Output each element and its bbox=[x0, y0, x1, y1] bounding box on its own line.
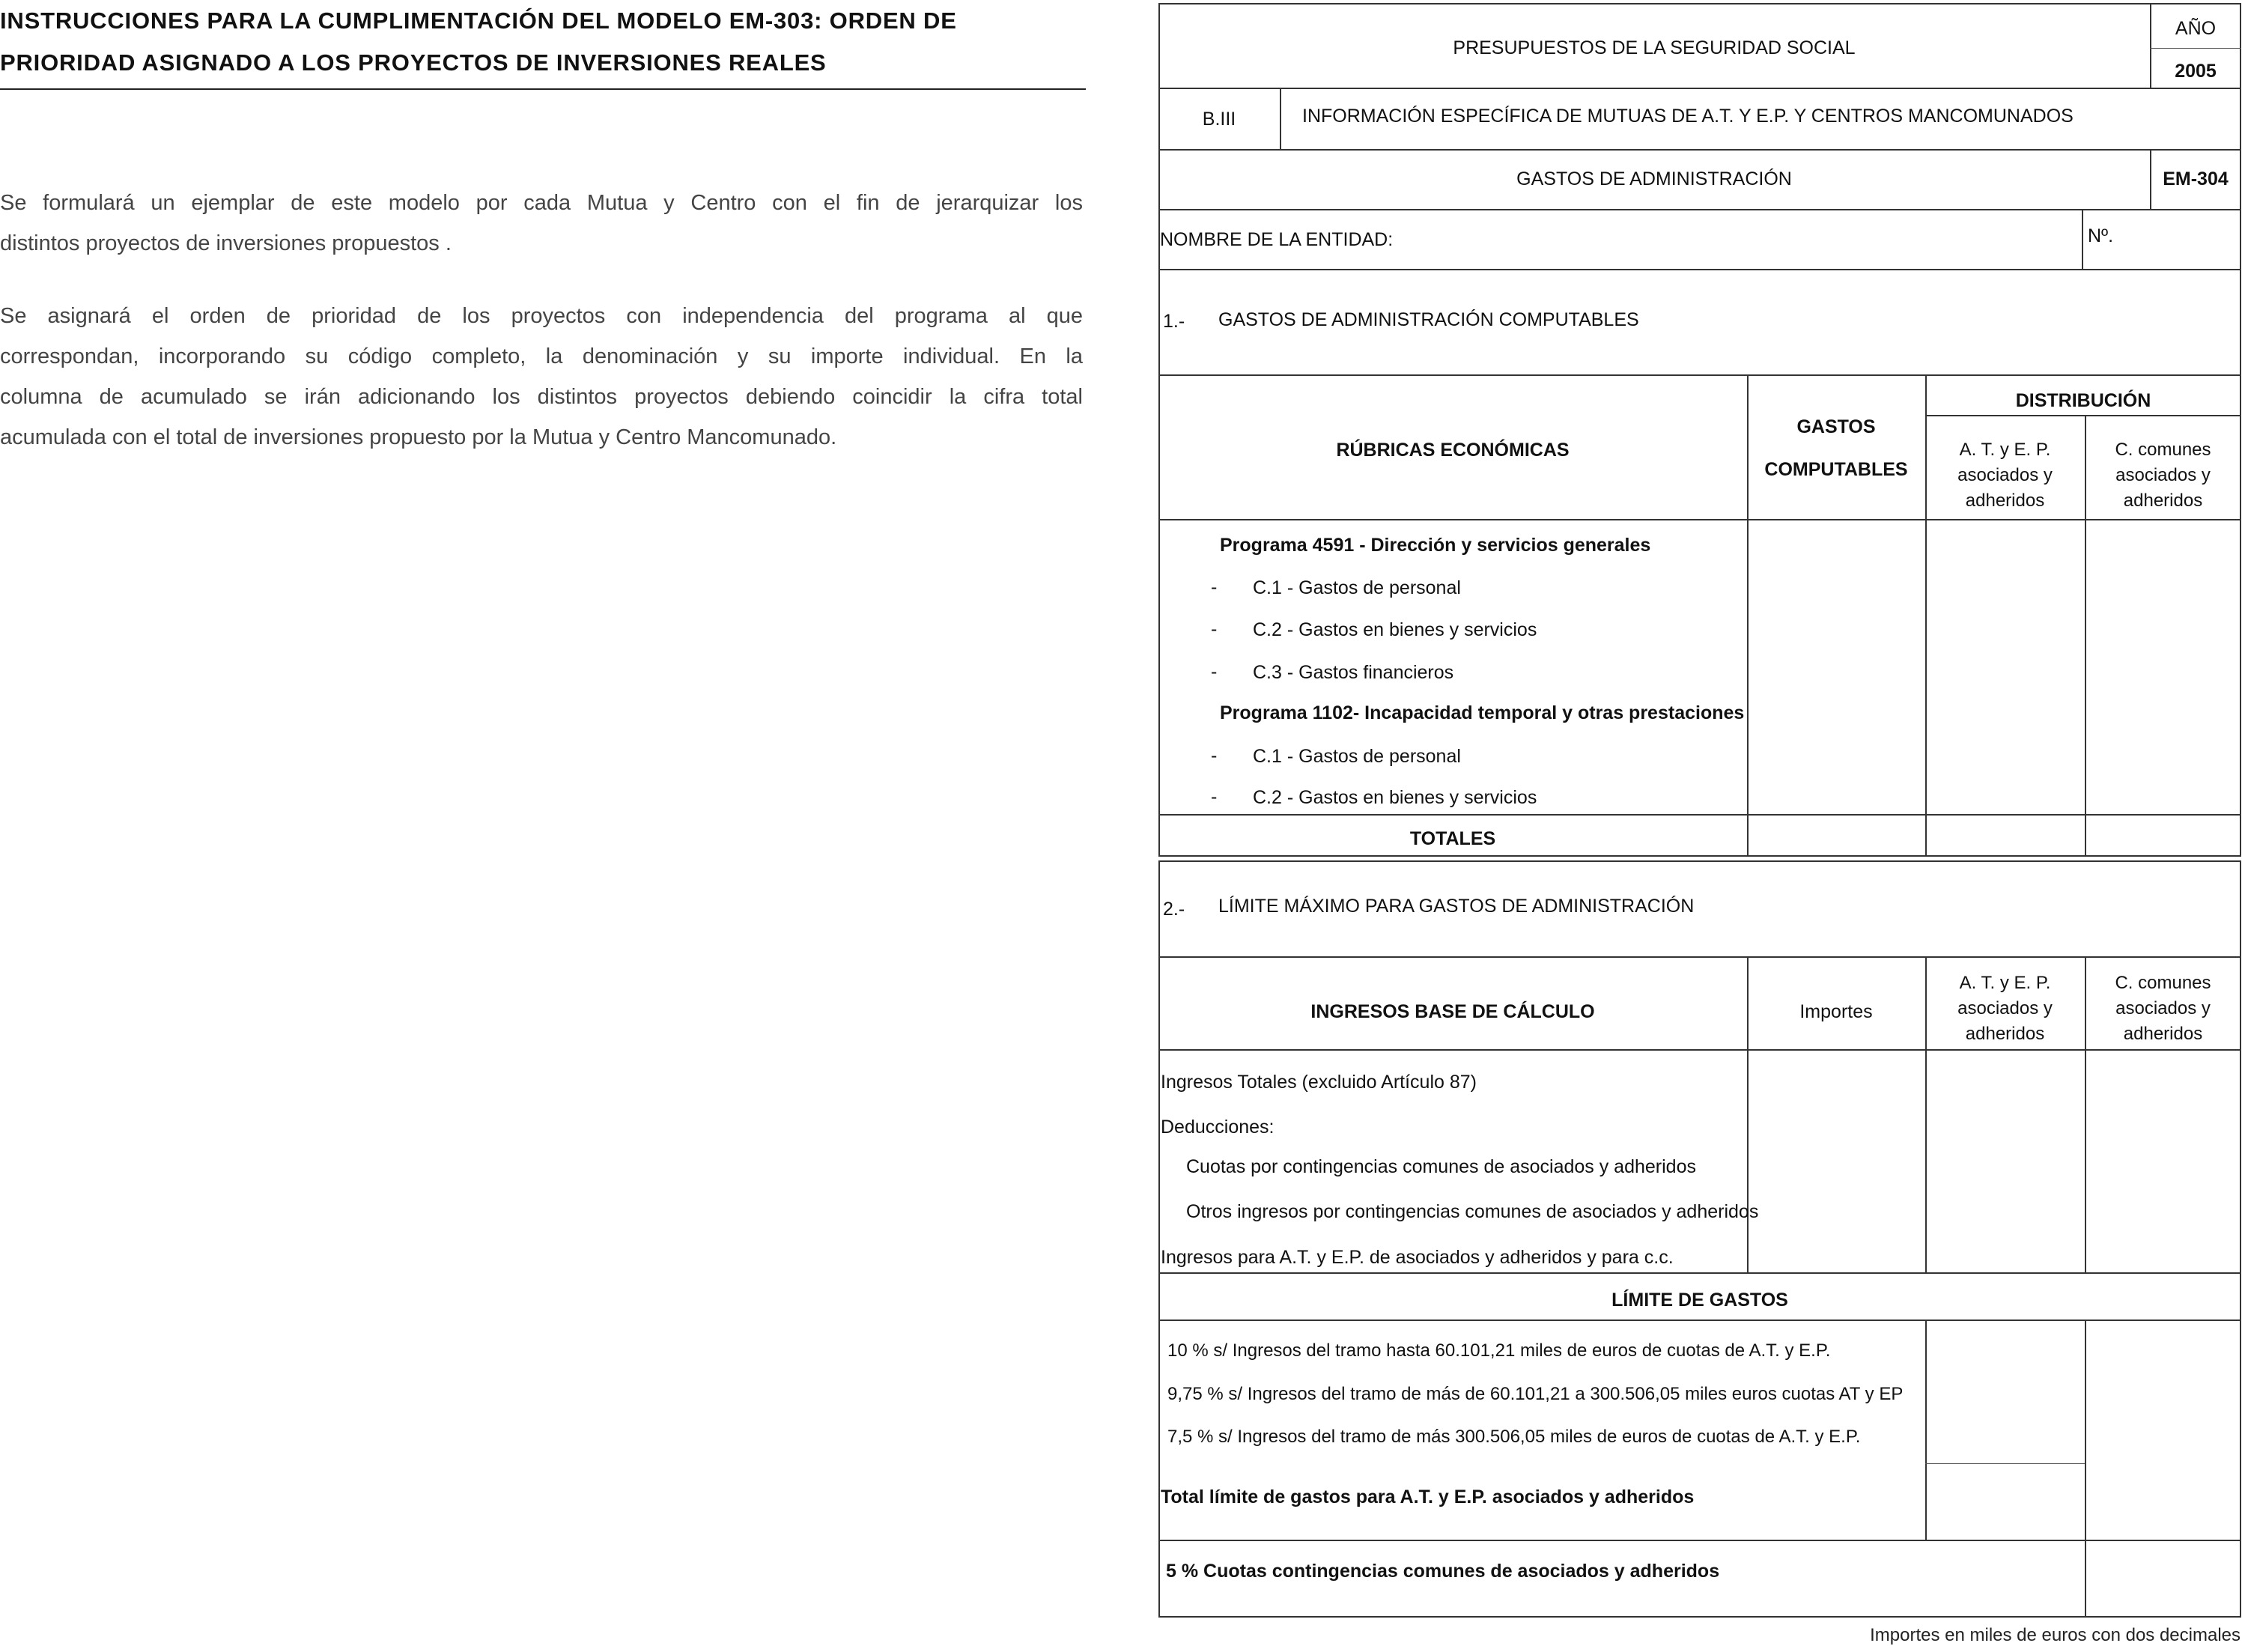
totals-top-rule bbox=[1158, 814, 2241, 816]
section-code: B.III bbox=[1202, 109, 1236, 130]
importes-cells[interactable] bbox=[1750, 1052, 1922, 1271]
row-dash: - bbox=[1211, 661, 1218, 682]
row-programa-4591: Programa 4591 - Dirección y servicios generales bbox=[1220, 535, 1651, 556]
distribucion-underline bbox=[1925, 415, 2241, 416]
section-divider bbox=[1280, 88, 1281, 151]
col-gastos-line1: GASTOS bbox=[1796, 416, 1876, 437]
header-line: C. comunes bbox=[2115, 973, 2211, 993]
model-title: GASTOS DE ADMINISTRACIÓN bbox=[1516, 168, 1792, 189]
header-line: A. T. y E. P. bbox=[1959, 973, 2051, 993]
row-programa-1102: Programa 1102- Incapacidad temporal y otras prestaciones bbox=[1220, 702, 1745, 723]
section1-number: 1.- bbox=[1163, 311, 1185, 332]
header-title: PRESUPUESTOS DE LA SEGURIDAD SOCIAL bbox=[1453, 37, 1856, 58]
c-comunes-cells-2[interactable] bbox=[2088, 1052, 2238, 1271]
at-ep-cells[interactable] bbox=[1928, 522, 2082, 811]
limite-title: LÍMITE DE GASTOS bbox=[1611, 1290, 1788, 1311]
row-dash: - bbox=[1211, 577, 1218, 598]
col-at-ep bbox=[1925, 437, 2085, 514]
section1-title: GASTOS DE ADMINISTRACIÓN COMPUTABLES bbox=[1218, 309, 1639, 330]
header-line: asociados y bbox=[1957, 465, 2053, 485]
col-distribucion: DISTRIBUCIÓN bbox=[2015, 390, 2151, 411]
title-line: PRIORIDAD ASIGNADO A LOS PROYECTOS DE INVERSIONES REALES bbox=[0, 49, 827, 76]
at-ep-cells-2[interactable] bbox=[1928, 1052, 2082, 1271]
entity-label: NOMBRE DE LA ENTIDAD: bbox=[1160, 229, 1394, 250]
col-c-comunes-2 bbox=[2085, 971, 2241, 1047]
col-at-ep-2 bbox=[1925, 971, 2085, 1047]
row-c1-personal: C.1 - Gastos de personal bbox=[1253, 577, 1461, 598]
entity-name-field[interactable] bbox=[1428, 216, 2072, 261]
entity-number-field[interactable] bbox=[2124, 216, 2235, 261]
section2-title: LÍMITE MÁXIMO PARA GASTOS DE ADMINISTRACIÓN bbox=[1218, 896, 1695, 917]
row-ingresos-at-ep: Ingresos para A.T. y E.P. de asociados y adheridos y para c.c. bbox=[1161, 1247, 1674, 1268]
col-ingresos: INGRESOS BASE DE CÁLCULO bbox=[1310, 1001, 1595, 1022]
row-c2-bienes-2: C.2 - Gastos en bienes y servicios bbox=[1253, 787, 1537, 808]
header-line: asociados y bbox=[2115, 465, 2211, 485]
paragraph-line: acumulada con el total de inversiones propuesto por la Mutua y Centro Mancomunado. bbox=[0, 425, 837, 449]
row-ingresos-totales: Ingresos Totales (excluido Artículo 87) bbox=[1161, 1072, 1477, 1093]
title-divider bbox=[0, 88, 1086, 90]
paragraph-line: distintos proyectos de inversiones propuestos . bbox=[0, 231, 452, 255]
limite-col-divider bbox=[1925, 1320, 1927, 1540]
col-importes: Importes bbox=[1799, 1001, 1873, 1022]
limite-title-rule bbox=[1158, 1320, 2241, 1321]
paragraph-line: Se formulará un ejemplar de este modelo por cada Mutua y Centro con el fin de jerarquizar los bbox=[0, 191, 1083, 215]
row-c2-bienes: C.2 - Gastos en bienes y servicios bbox=[1253, 619, 1537, 640]
row-dash: - bbox=[1211, 745, 1218, 766]
col-gastos-line2: COMPUTABLES bbox=[1764, 459, 1908, 480]
row-dash: - bbox=[1211, 619, 1218, 640]
limite-row-10pct: 10 % s/ Ingresos del tramo hasta 60.101,21 miles de euros de cuotas de A.T. y E.P. bbox=[1167, 1340, 1831, 1361]
row-c1-personal-2: C.1 - Gastos de personal bbox=[1253, 746, 1461, 767]
header-line: adheridos bbox=[2123, 1024, 2203, 1044]
paragraph-line: correspondan, incorporando su código completo, la denominación y su importe individual. En la bbox=[0, 344, 1083, 368]
year-value: 2005 bbox=[2175, 61, 2217, 82]
col-divider bbox=[1747, 374, 1749, 857]
col-rubricas: RÚBRICAS ECONÓMICAS bbox=[1336, 440, 1570, 461]
instructions-title bbox=[0, 0, 1086, 84]
year-label: AÑO bbox=[2175, 18, 2217, 39]
limite-row-75pct: 7,5 % s/ Ingresos del tramo de más 300.506,05 miles de euros de cuotas de A.T. y E.P. bbox=[1167, 1427, 1861, 1447]
row-cuotas-cc: Cuotas por contingencias comunes de asociados y adheridos bbox=[1186, 1156, 1696, 1177]
limite-at-ep-cells[interactable] bbox=[1928, 1322, 2082, 1535]
instructions-paragraph-1 bbox=[0, 183, 1083, 264]
cinco-pct-label: 5 % Cuotas contingencias comunes de asociados y adheridos bbox=[1166, 1561, 1720, 1582]
section2-header-rule bbox=[1158, 1049, 2241, 1051]
number-label: Nº. bbox=[2088, 225, 2114, 246]
header-line: A. T. y E. P. bbox=[1959, 440, 2051, 460]
total-limite-label: Total límite de gastos para A.T. y E.P. asociados y adheridos bbox=[1161, 1487, 1695, 1507]
year-divider bbox=[2150, 48, 2241, 49]
row-otros-ingresos-cc: Otros ingresos por contingencias comunes de asociados y adheridos bbox=[1186, 1201, 1759, 1222]
instructions-paragraph-2 bbox=[0, 296, 1083, 458]
header-line: C. comunes bbox=[2115, 440, 2211, 460]
header-line: asociados y bbox=[1957, 998, 2053, 1018]
header-line: adheridos bbox=[1965, 491, 2045, 511]
limite-total-rule bbox=[1158, 1540, 2241, 1541]
title-line: INSTRUCCIONES PARA LA CUMPLIMENTACIÓN DEL MODELO EM-303: ORDEN DE bbox=[0, 7, 957, 34]
limite-row-975pct: 9,75 % s/ Ingresos del tramo de más de 60.101,21 a 300.506,05 miles euros cuotas AT y EP bbox=[1167, 1384, 1904, 1404]
totals-label: TOTALES bbox=[1409, 828, 1496, 849]
col-c-comunes bbox=[2085, 437, 2241, 514]
header-line: adheridos bbox=[2123, 491, 2203, 511]
section-title: INFORMACIÓN ESPECÍFICA DE MUTUAS DE A.T. Y E.P. Y CENTROS MANCOMUNADOS bbox=[1302, 106, 2074, 127]
header-line: adheridos bbox=[1965, 1024, 2045, 1044]
paragraph-line: Se asignará el orden de prioridad de los proyectos con independencia del programa al que bbox=[0, 304, 1083, 328]
model-code: EM-304 bbox=[2163, 168, 2229, 189]
section2-number: 2.- bbox=[1163, 899, 1185, 920]
header-line: asociados y bbox=[2115, 998, 2211, 1018]
row-deducciones: Deducciones: bbox=[1161, 1117, 1275, 1138]
gastos-computables-cells[interactable] bbox=[1750, 522, 1922, 811]
header-bottom-rule bbox=[1158, 519, 2241, 520]
row-c3-financieros: C.3 - Gastos financieros bbox=[1253, 662, 1454, 683]
limite-cc-cells[interactable] bbox=[2088, 1322, 2238, 1615]
entity-divider bbox=[2082, 209, 2083, 270]
paragraph-line: columna de acumulado se irán adicionando los distintos proyectos debiendo coincidir la cifra total bbox=[0, 385, 1083, 409]
row-dash: - bbox=[1211, 786, 1218, 807]
limite-col-divider bbox=[2085, 1320, 2086, 1618]
footer-note: Importes en miles de euros con dos decimales bbox=[1870, 1625, 2241, 1645]
form-em-304 bbox=[1158, 3, 2241, 1618]
c-comunes-cells[interactable] bbox=[2088, 522, 2238, 811]
